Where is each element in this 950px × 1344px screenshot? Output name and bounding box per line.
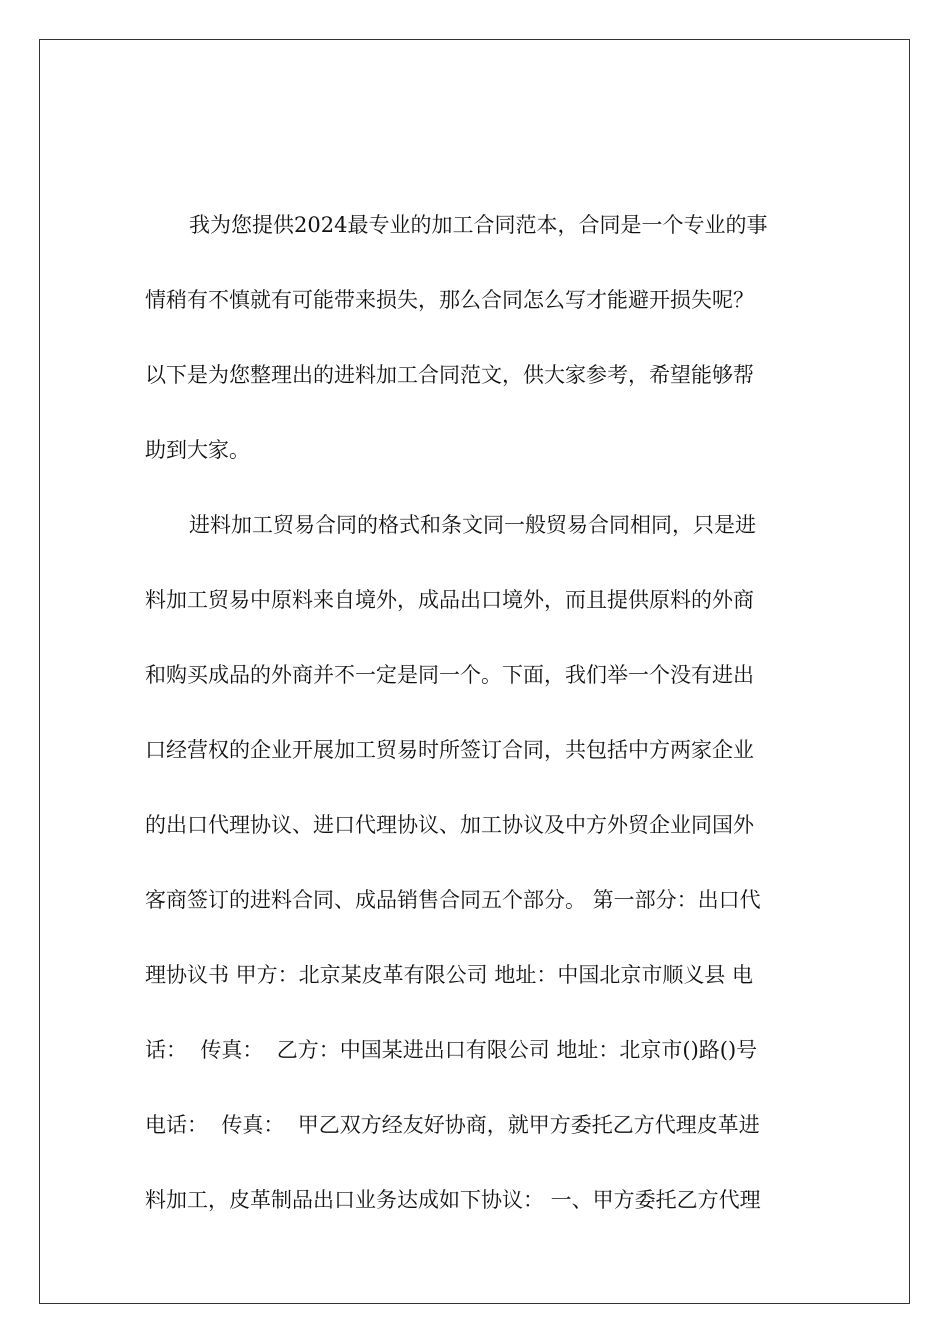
text-line: 客商签订的进料合同、成品销售合同五个部分。 第一部分：出口代 (145, 888, 761, 912)
text-line: 料加工，皮革制品出口业务达成如下协议： 一、甲方委托乙方代理 (145, 1188, 761, 1212)
text-line: 我为您提供2024最专业的加工合同范本，合同是一个专业的事 (189, 213, 768, 237)
text-line: 料加工贸易中原料来自境外，成品出口境外，而且提供原料的外商 (145, 588, 754, 612)
text-line: 以下是为您整理出的进料加工合同范文，供大家参考，希望能够帮 (145, 363, 754, 387)
text-line: 助到大家。 (145, 438, 250, 462)
document-body (145, 188, 807, 1238)
text-line: 情稍有不慎就有可能带来损失，那么合同怎么写才能避开损失呢？ (145, 288, 754, 312)
text-line: 和购买成品的外商并不一定是同一个。下面，我们举一个没有进出 (145, 663, 754, 687)
text-line: 进料加工贸易合同的格式和条文同一般贸易合同相同，只是进 (189, 513, 756, 537)
paragraph-intro (145, 188, 807, 488)
text-line: 电话： 传真： 甲乙双方经友好协商，就甲方委托乙方代理皮革进 (145, 1113, 760, 1137)
text-line: 理协议书 甲方：北京某皮革有限公司 地址：中国北京市顺义县 电 (145, 963, 754, 987)
text-line: 口经营权的企业开展加工贸易时所签订合同，共包括中方两家企业 (145, 738, 754, 762)
paragraph-contract (145, 488, 807, 1238)
text-line: 的出口代理协议、进口代理协议、加工协议及中方外贸企业同国外 (145, 813, 754, 837)
text-line: 话： 传真： 乙方：中国某进出口有限公司 地址：北京市()路()号 (145, 1038, 758, 1062)
